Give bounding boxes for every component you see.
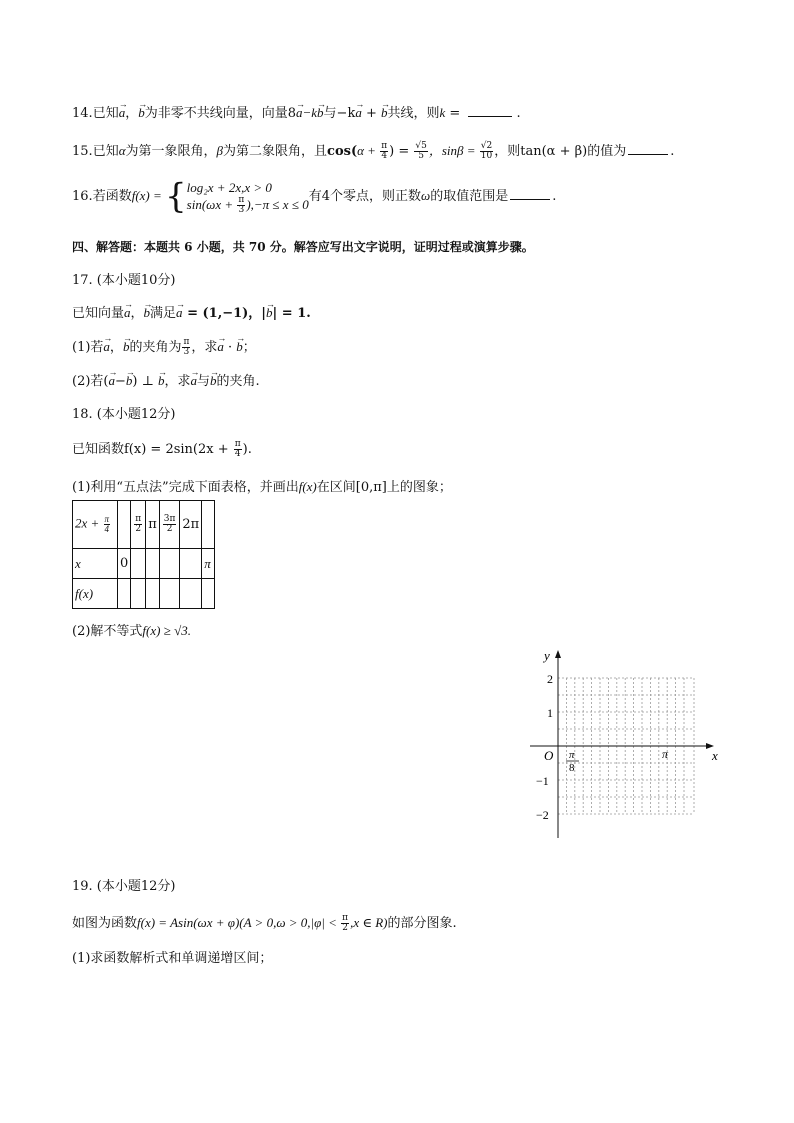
q18-math: 已知函数f(x) = 2sin(2x +: [72, 442, 233, 457]
q14-math: =: [445, 106, 465, 121]
q19-math: f(x) = Asin(ωx + φ)(A > 0,ω > 0,|φ| <: [137, 915, 341, 930]
fraction-3pi-2: [163, 515, 177, 534]
q16-text: 有4个零点，则正数: [308, 189, 421, 204]
q17-text: ；: [242, 340, 256, 355]
table-row: [73, 501, 215, 549]
q17-text: 的夹角为: [129, 340, 182, 355]
fraction-den: 3: [238, 204, 245, 215]
fraction-den: 2: [342, 923, 348, 933]
table-cell[interactable]: [180, 549, 202, 579]
q17-text: (1)若: [72, 340, 104, 355]
fraction-den: 3: [183, 347, 190, 357]
q19-stem: [72, 914, 457, 933]
fraction-num: 3π: [163, 514, 176, 524]
fraction-pi-4: [104, 515, 111, 534]
question-16: [72, 176, 556, 217]
q14-math: k: [439, 105, 446, 120]
table-cell[interactable]: [131, 549, 146, 579]
fraction-num: π: [381, 141, 388, 151]
q18-math: f(x) ≥ √3.: [142, 623, 191, 638]
q15-number: 15.: [72, 144, 93, 159]
y-tick-label: 1: [547, 706, 553, 720]
origin-label: O: [544, 748, 554, 763]
q15-text: 已知: [92, 144, 119, 159]
q16-text: .: [552, 189, 557, 204]
q14-text: ，: [125, 106, 139, 121]
vector-b: → b: [210, 372, 217, 390]
table-cell[interactable]: [159, 549, 180, 579]
q18-part2: [72, 622, 191, 641]
q15-text: 的值为: [587, 144, 627, 159]
vector-b: → b: [138, 104, 145, 122]
table-cell[interactable]: [202, 579, 215, 609]
q15-math: α +: [357, 143, 380, 158]
q14-text: 共线，则: [387, 106, 440, 121]
table-header-cell: [73, 501, 118, 549]
q18-text: (2)解不等式: [72, 624, 143, 639]
vector-b: → b: [266, 304, 273, 322]
vector-a: → a: [109, 372, 116, 390]
fraction-den: 2: [135, 524, 142, 534]
answer-blank[interactable]: [510, 187, 550, 200]
fraction-sqrt2-10: [480, 142, 493, 161]
q14-text: 已知: [92, 106, 119, 121]
table-row: [73, 579, 215, 609]
table-cell: π: [202, 549, 215, 579]
q16-number: 16.: [72, 189, 93, 204]
answer-blank[interactable]: [628, 142, 668, 155]
y-tick-label: −2: [536, 808, 549, 822]
fraction-num: √2: [480, 141, 493, 151]
table-cell: 2π: [180, 501, 202, 549]
piecewise-cases: [187, 179, 309, 215]
table-cell[interactable]: [202, 501, 215, 549]
q17-header: 17. (本小题10分): [72, 273, 176, 288]
q19-text: 的部分图象.: [387, 916, 457, 931]
q15-text: .: [670, 144, 675, 159]
vector-b: → b: [158, 372, 165, 390]
q17-text: 与: [196, 374, 210, 389]
five-point-table: [72, 500, 215, 609]
q18-text: 在区间[0,π]上的图象；: [316, 480, 452, 495]
coordinate-grid: [528, 646, 728, 846]
q17-math: ) ⊥: [132, 374, 158, 389]
x-tick-pi: π: [662, 747, 669, 761]
q17-part2: [72, 372, 260, 391]
section-heading: 四、解答题：本题共 6 小题，共 70 分。解答应写出文字说明，证明过程或演算步骤。: [72, 240, 534, 254]
q15-text: 为第二象限角，且: [223, 144, 328, 159]
q17-math: | = 1.: [272, 306, 311, 321]
q18-stem: [72, 440, 252, 459]
fraction-pi-4: [380, 142, 388, 161]
table-cell[interactable]: [180, 579, 202, 609]
q17-text: 满足: [150, 306, 177, 321]
table-cell: [131, 501, 146, 549]
x-tick-pi8-den: 8: [569, 762, 575, 774]
y-axis-arrow: [555, 650, 561, 658]
vector-a: → a: [176, 304, 183, 322]
q14-math: −k: [302, 105, 318, 120]
vector-b: → b: [126, 372, 133, 390]
q15-math: cos(: [327, 144, 358, 159]
fraction-den: 4: [234, 449, 241, 459]
table-cell[interactable]: [146, 549, 160, 579]
q19-header: 19. (本小题12分): [72, 879, 176, 894]
table-cell[interactable]: [131, 579, 146, 609]
fraction-num: π: [135, 514, 142, 524]
fraction-num: π: [238, 194, 245, 205]
table-cell: 0: [118, 549, 131, 579]
fraction-den: 4: [381, 151, 388, 161]
table-cell[interactable]: [146, 579, 160, 609]
table-cell: [159, 501, 180, 549]
case-2: [187, 196, 309, 215]
table-cell: π: [146, 501, 160, 549]
fraction-den: 10: [480, 151, 493, 161]
fraction-pi-2: [134, 515, 142, 534]
cell-text: 2x +: [75, 515, 103, 531]
table-header-cell: f(x): [73, 579, 118, 609]
table-header-cell: x: [73, 549, 118, 579]
fraction-den: 2: [166, 524, 173, 534]
fraction-pi-3: [182, 338, 190, 357]
q17-math: ·: [223, 340, 237, 355]
vector-a: → a: [103, 338, 110, 356]
fraction-sqrt5-5: [414, 142, 427, 161]
fraction-num: π: [342, 913, 349, 923]
fraction-pi-3: [237, 196, 245, 215]
table-cell[interactable]: [118, 501, 131, 549]
fraction-num: √5: [415, 141, 427, 151]
q17-math: −: [115, 374, 126, 389]
y-axis-label: y: [544, 648, 550, 663]
table-cell[interactable]: [118, 579, 131, 609]
q14-text: 与−k: [323, 106, 356, 121]
vector-b: → b: [381, 104, 388, 122]
q17-text: ，求: [164, 374, 191, 389]
q16-math: ω: [421, 188, 431, 203]
vector-a: → a: [217, 338, 224, 356]
q18-header: 18. (本小题12分): [72, 407, 176, 422]
vector-a: → a: [124, 304, 131, 322]
q15-math: ) =: [389, 144, 414, 159]
fraction-num: π: [234, 439, 241, 449]
vector-a: → a: [119, 104, 126, 122]
q16-text: 若函数: [92, 189, 132, 204]
q17-text: ，: [130, 306, 144, 321]
q17-text: (2)若(: [72, 374, 109, 389]
q18-math: f(x): [298, 479, 317, 494]
vector-b: → b: [317, 104, 324, 122]
q18-math: ).: [242, 442, 252, 457]
q18-part1: [72, 478, 452, 497]
vector-b: → b: [123, 338, 130, 356]
q19-math: ,x ∈ R): [350, 915, 388, 930]
fraction-den: 5: [418, 151, 424, 161]
q14-text: .: [516, 106, 521, 121]
q15-math: ，sinβ =: [428, 143, 479, 158]
q16-text: 的取值范围是: [430, 189, 509, 204]
fraction-den: 4: [104, 524, 110, 534]
q17-text: 已知向量: [72, 306, 125, 321]
q15-math: α: [118, 143, 126, 158]
left-brace: {: [165, 176, 187, 217]
q15-text: 为第一象限角，: [125, 144, 217, 159]
answer-blank[interactable]: [468, 104, 512, 117]
x-axis-label: x: [712, 748, 718, 763]
q17-part1: [72, 338, 256, 357]
table-cell[interactable]: [159, 579, 180, 609]
vector-b: → b: [236, 338, 243, 356]
q15-text: ，则: [494, 144, 521, 159]
q14-math: +: [361, 106, 381, 121]
y-tick-label: −1: [536, 774, 549, 788]
fraction-pi-2: [341, 914, 349, 933]
vector-a: → a: [355, 104, 362, 122]
vector-b: → b: [144, 304, 151, 322]
fraction-pi-4: [234, 440, 242, 459]
q19-part1: (1)求函数解析式和单调递增区间；: [72, 951, 273, 966]
y-tick-label: 2: [547, 672, 553, 686]
vector-a: → a: [296, 104, 303, 122]
q16-math: f(x) =: [131, 188, 166, 203]
case-1: log₂x + 2x,x > 0: [186, 179, 272, 195]
q17-math: = (1,−1)，|: [182, 306, 267, 321]
q17-text: ，: [109, 340, 123, 355]
q15-math: tan(α + β): [520, 144, 588, 159]
question-14: [72, 104, 521, 123]
fraction-num: π: [183, 337, 190, 347]
x-tick-pi8-num: π: [569, 749, 575, 761]
case-2-text: ),−π ≤ x ≤ 0: [246, 196, 309, 212]
q14-text: 为非零不共线向量，向量8: [144, 106, 296, 121]
q17-text: ，求: [191, 340, 218, 355]
q19-text: 如图为函数: [72, 916, 138, 931]
q14-number: 14.: [72, 106, 93, 121]
case-2-text: sin(ωx +: [186, 196, 237, 212]
fraction-num: π: [104, 514, 110, 524]
q17-text: 的夹角.: [216, 374, 260, 389]
q17-stem: [72, 304, 311, 323]
q18-text: (1)利用“五点法”完成下面表格，并画出: [72, 480, 299, 495]
q15-math: β: [216, 143, 224, 158]
table-row: [73, 549, 215, 579]
question-15: [72, 142, 674, 161]
vector-a: → a: [190, 372, 197, 390]
